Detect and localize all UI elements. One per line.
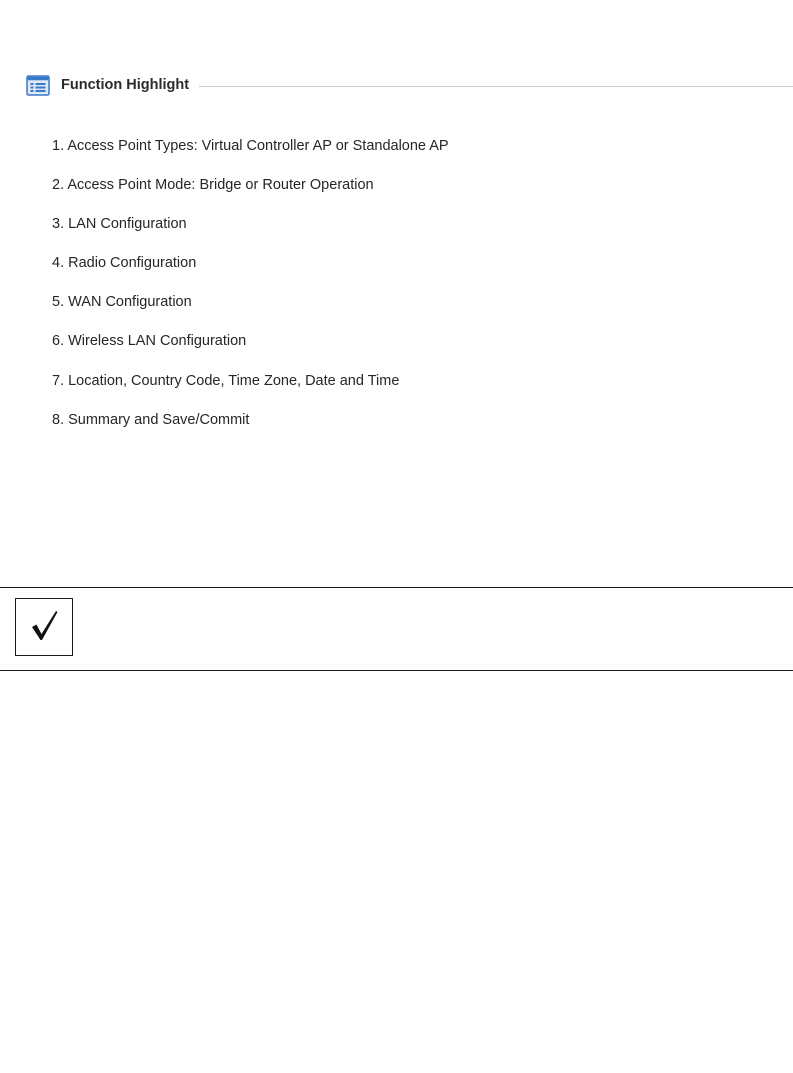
list-item: 8. Summary and Save/Commit xyxy=(52,411,250,428)
note-bottom-rule xyxy=(0,670,793,671)
list-item: 5. WAN Configuration xyxy=(52,294,192,311)
list-item: 1. Access Point Types: Virtual Controller AP or Standalone AP xyxy=(52,138,449,154)
checkmark-icon xyxy=(27,608,61,647)
list-item: 3. LAN Configuration xyxy=(52,216,187,233)
function-highlight-header xyxy=(26,74,793,96)
list-item: 7. Location, Country Code, Time Zone, Date and Time xyxy=(52,372,400,389)
list-item: 6. Wireless LAN Configuration xyxy=(52,333,247,350)
list-item: 4. Radio Configuration xyxy=(52,255,197,272)
function-highlight-title: Function Highlight xyxy=(61,77,190,93)
list-icon xyxy=(26,75,50,96)
note-callout-box xyxy=(15,598,73,656)
function-step-list xyxy=(52,133,449,446)
header-divider xyxy=(199,86,793,87)
note-top-rule xyxy=(0,587,793,588)
list-item: 2. Access Point Mode: Bridge or Router Operation xyxy=(52,177,374,194)
